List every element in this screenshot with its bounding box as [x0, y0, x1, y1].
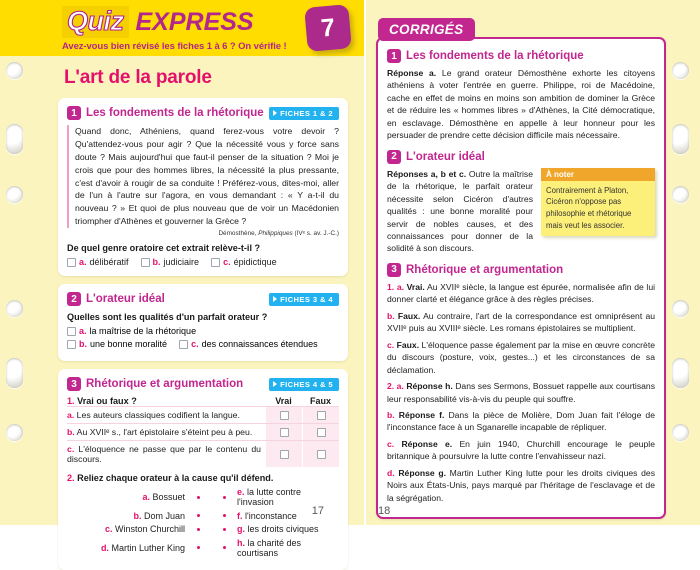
item-letter: h. [237, 537, 245, 548]
play-triangle-icon [273, 110, 277, 116]
connector-dot-left[interactable] [185, 546, 211, 549]
option-letter: c. [223, 257, 231, 267]
option-b[interactable] [67, 339, 167, 349]
quiz-express-logo [62, 6, 287, 52]
answer-item [387, 339, 655, 376]
answer-lead: Réponse g. [398, 467, 446, 478]
option-c[interactable] [211, 257, 277, 267]
item-text: Dom Juan [143, 510, 185, 521]
cell-true[interactable] [265, 424, 302, 440]
item-letter: f. [237, 510, 243, 521]
quote-text: Quand donc, Athéniens, quand ferez-vous votre devoir ? Qu'attendez-vous pour agir ? Que la nécessité vous y force sans doute ? Mais aujourd'hui que faut-il penser de la situation ? Moi je crois que pour des hommes libres, la nécessité la plus pressante, c'est d'avoir à rougir de sa conduite ! Préférez-vous, dites-moi, aller de l'un à l'autre sur l'agora, en vous demandant : « Y a-t-il du nouveau ? » Et quoi de plus nouveau que de voir un Macédonien triompher d'Athènes et gouverner la Grèce ? [67, 125, 339, 228]
matching-right-item[interactable] [237, 538, 339, 558]
answer-item [387, 281, 655, 306]
answer-body: Au contraire, l'art de la correspondance est omniprésent au XVIIᵉ puis au XVIIIᵉ siècle. Les romans épistolaires se multiplient. [387, 310, 655, 334]
matching-left-item[interactable] [67, 492, 185, 502]
checkbox[interactable] [141, 258, 150, 267]
matching-row [67, 538, 339, 558]
fiche-number-badge [304, 4, 352, 52]
answer-body: Outre la maîtrise de la rhétorique, le parfait orateur nécessite selon Cicéron d'autres qualités : une bonne moralité pour servir de nobles causes, et des connaissances pour donner de la solidité à son discours. [387, 168, 533, 254]
option-a[interactable] [67, 326, 196, 336]
connector-dot-right[interactable] [211, 528, 237, 531]
binder-hole [672, 186, 689, 203]
play-triangle-icon [273, 381, 277, 387]
answer-body: Au XVIIᵉ siècle, la langue est épurée, normalisée afin de lui donner clarté et élégance grâce à des règles précises. [387, 281, 656, 305]
card-header [67, 377, 339, 391]
option-label: judiciaire [163, 257, 200, 267]
binder-hole [6, 186, 23, 203]
answer-prefix: 1. a. [387, 281, 407, 292]
checkbox[interactable] [280, 428, 289, 437]
right-page [364, 0, 700, 525]
row-statement [67, 441, 265, 467]
option-label: délibératif [89, 257, 129, 267]
answer-item [387, 310, 655, 335]
section-number-badge: 2 [387, 150, 401, 164]
binder-hole [672, 124, 689, 154]
answer-item [387, 409, 655, 434]
fiches-tag-label: FICHES 4 & 5 [280, 379, 333, 389]
dot-icon [223, 528, 226, 531]
item-text: Bossuet [152, 492, 185, 502]
question-card-1 [58, 98, 348, 276]
fiches-tag-label: FICHES 1 & 2 [280, 108, 333, 118]
dot-icon [197, 514, 200, 517]
exercise-number: 2. [67, 473, 75, 483]
row-letter: b. [67, 427, 75, 437]
corriges-tab-label: CORRIGÉS [378, 18, 475, 41]
answer-with-note [387, 168, 655, 255]
logo-quiz-word: Quiz [62, 6, 129, 38]
row-letter: a. [67, 410, 75, 420]
cell-true[interactable] [265, 441, 302, 467]
quiz-subtitle: Avez-vous bien révisé les fiches 1 à 6 ? On vérifie ! [62, 41, 287, 52]
option-letter: b. [79, 339, 87, 349]
page-number-left: 17 [311, 505, 324, 517]
row-text: Au XVIIᵉ s., l'art épistolaire s'éteint peu à peu. [76, 427, 253, 437]
option-c[interactable] [179, 339, 318, 349]
option-b[interactable] [141, 257, 200, 267]
answer-options [67, 257, 339, 267]
item-text: Martin Luther King [111, 542, 185, 553]
matching-row [67, 487, 339, 507]
answer-lead: Vrai. [406, 281, 425, 292]
checkbox[interactable] [317, 411, 326, 420]
row-statement [67, 407, 265, 423]
binder-hole [672, 300, 689, 317]
checkbox[interactable] [67, 327, 76, 336]
answer-options [67, 326, 339, 349]
quote-source-work: Philippiques [258, 230, 293, 237]
answers-card [376, 37, 666, 519]
option-letter: a. [79, 257, 87, 267]
answer-lead: Réponses a, b et c. [387, 168, 467, 179]
option-letter: b. [152, 257, 161, 267]
table-row [67, 406, 339, 423]
column-header-false: Faux [309, 396, 331, 406]
option-letter: a. [79, 326, 87, 336]
matching-left-item[interactable] [67, 511, 185, 521]
section-number-badge: 2 [67, 292, 81, 306]
section-title: Rhétorique et argumentation [406, 263, 564, 276]
answer-lead: Réponse h. [406, 381, 453, 392]
answer-lead: Réponse e. [401, 438, 453, 449]
truefalse-table-header [67, 396, 339, 406]
option-a[interactable] [67, 257, 129, 267]
logo-express-word: EXPRESS [135, 8, 254, 36]
answer-lead: Faux. [396, 339, 420, 350]
question-label: Vrai ou faux ? [77, 396, 137, 406]
section-title: Les fondements de la rhétorique [406, 50, 584, 62]
answer-prefix: b. [387, 310, 398, 321]
matching-row [67, 524, 339, 534]
answer-prefix: b. [387, 409, 399, 420]
fiches-reference-tag [269, 378, 339, 391]
cell-false[interactable] [302, 407, 339, 423]
section-title: L'orateur idéal [86, 293, 165, 305]
quiz-header-banner [0, 0, 364, 56]
matching-left-item[interactable] [67, 524, 185, 534]
page-number-right: 18 [378, 505, 391, 517]
connector-dot-left[interactable] [185, 528, 211, 531]
matching-left-item[interactable] [67, 543, 185, 553]
answer-item [387, 438, 655, 463]
checkbox[interactable] [280, 450, 289, 459]
row-text: L'éloquence ne passe que par le contenu du discours. [67, 444, 262, 464]
binder-hole [6, 62, 23, 79]
row-letter: c. [67, 444, 75, 454]
fiches-reference-tag [269, 293, 339, 306]
connector-dot-right[interactable] [211, 514, 237, 517]
exercise-label: Reliez chaque orateur à la cause qu'il défend. [77, 473, 274, 483]
matching-right-item[interactable] [237, 487, 339, 507]
binder-hole [6, 124, 23, 154]
item-text: les droits civiques [247, 524, 319, 534]
answer-body: Dans la pièce de Molière, Dom Juan fait l'éloge de l'inconstance face à un Sganarelle incapable de répliquer. [387, 409, 655, 433]
binder-hole [6, 300, 23, 317]
item-letter: c. [104, 524, 113, 534]
answer-prefix: 2. a. [387, 381, 407, 392]
item-text: Winston Churchill [114, 524, 185, 534]
quote-source [67, 230, 339, 237]
page-gutter-divider [364, 0, 366, 525]
checkbox[interactable] [179, 340, 188, 349]
answer-body: Martin Luther King lutte pour les droits civiques des Noirs aux États-Unis, pays marqué par l'héritage de l'esclavage et de la ségrégation. [387, 467, 655, 503]
answer-lead: Faux. [397, 310, 421, 321]
item-letter: b. [133, 510, 142, 521]
binder-hole [672, 358, 689, 388]
answer-section-header-3 [387, 263, 655, 277]
dot-icon [197, 528, 200, 531]
play-triangle-icon [273, 296, 277, 302]
connector-dot-left[interactable] [185, 514, 211, 517]
binder-hole [672, 424, 689, 441]
quote-source-date: (IVᵉ s. av. J.-C.) [292, 230, 339, 237]
answer-item [387, 467, 655, 504]
checkbox[interactable] [317, 428, 326, 437]
checkbox[interactable] [67, 340, 76, 349]
binder-hole [6, 358, 23, 388]
card-header [67, 106, 339, 120]
connector-dot-left[interactable] [185, 496, 211, 499]
connector-dot-right[interactable] [211, 496, 237, 499]
section-title: Rhétorique et argumentation [86, 378, 244, 390]
section-number-badge: 3 [387, 263, 401, 277]
dot-icon [197, 496, 200, 499]
checkbox[interactable] [211, 258, 220, 267]
checkbox[interactable] [67, 258, 76, 267]
checkbox[interactable] [280, 411, 289, 420]
option-letter: c. [191, 339, 199, 349]
answer-body: En juin 1940, Churchill encourage le peuple britannique à poursuivre la lutte contre l'envahisseur nazi. [387, 438, 655, 462]
answer-prefix: c. [387, 339, 397, 350]
column-header-true: Vrai [275, 396, 292, 406]
checkbox[interactable] [317, 450, 326, 459]
fiches-reference-tag [269, 107, 339, 120]
option-label: épidictique [233, 257, 277, 267]
fiche-number: 7 [319, 12, 337, 43]
a-noter-callout [541, 168, 655, 237]
answer-prefix: c. [387, 438, 402, 449]
answer-section-header-2 [387, 150, 655, 164]
question-card-2 [58, 284, 348, 361]
item-text: l'inconstance [245, 510, 297, 521]
question-prompt: Quelles sont les qualités d'un parfait orateur ? [67, 312, 268, 322]
option-label: la maîtrise de la rhétorique [89, 326, 197, 336]
quote-source-author: Démosthène, [218, 230, 259, 237]
answer-prefix: d. [387, 467, 399, 478]
answer-body: Dans ses Sermons, Bossuet rappelle aux courtisans leur responsabilité vis-à-vis du peuple qui souffre. [387, 381, 655, 404]
row-text: Les auteurs classiques codifient la langue. [76, 410, 240, 420]
chapter-title: L'art de la parole [64, 67, 212, 88]
matching-row [67, 511, 339, 521]
matching-exercise-title [67, 473, 339, 483]
note-heading: À noter [541, 168, 655, 181]
question-number: 1. [67, 396, 75, 406]
section-number-badge: 1 [387, 49, 401, 63]
dot-icon [223, 496, 226, 499]
section-title: Les fondements de la rhétorique [86, 107, 264, 119]
cell-false[interactable] [302, 424, 339, 440]
answer-body: L'éloquence passe également par la mise en œuvre concrète du discours (posture, voix, gestes...) et les circonstances de sa déclamation. [387, 339, 655, 375]
answer-body: Le grand orateur Démosthène exhorte les citoyens athéniens à voter l'entrée en guerre. Philippe, roi de Macédoine, cache en effet de moins en moins son ambition de dominer la Grèce et de réduire les « hommes libres » d'Athènes, la Cité démocratique, en esclavage. Démosthène en appelle à leur honneur pour les persuader de prendre cette décision difficile mais nécessaire. [387, 68, 655, 141]
item-text: la charité des courtisans [237, 537, 302, 558]
fiches-tag-label: FICHES 3 & 4 [280, 294, 333, 304]
answer-paragraph [387, 67, 655, 142]
table-row [67, 440, 339, 467]
option-label: des connaissances étendues [201, 339, 318, 349]
answer-section-header-1 [387, 49, 655, 63]
item-letter: a. [142, 492, 150, 502]
cell-false[interactable] [302, 441, 339, 467]
dot-icon [197, 546, 200, 549]
connector-dot-right[interactable] [211, 546, 237, 549]
dot-icon [223, 514, 226, 517]
section-number-badge: 1 [67, 106, 81, 120]
binder-holes-left [4, 0, 30, 525]
binder-hole [672, 62, 689, 79]
section-title: L'orateur idéal [406, 150, 485, 163]
card-header [67, 292, 339, 306]
cell-true[interactable] [265, 407, 302, 423]
item-letter: e. [237, 487, 245, 497]
item-text: la lutte contre l'invasion [237, 487, 302, 507]
question-prompt: De quel genre oratoire cet extrait relève-t-il ? [67, 243, 261, 253]
truefalse-question [67, 396, 265, 406]
binder-hole [6, 424, 23, 441]
dot-icon [223, 546, 226, 549]
section-number-badge: 3 [67, 377, 81, 391]
answer-item [387, 380, 655, 405]
left-page-body [0, 67, 364, 570]
answer-lead: Réponse a. [387, 68, 437, 78]
item-letter: g. [237, 524, 245, 534]
table-row [67, 423, 339, 440]
binder-holes-right [670, 0, 696, 525]
option-label: une bonne moralité [90, 339, 168, 349]
note-text: Contrairement à Platon, Cicéron n'oppose pas philosophie et rhétorique mais veut les associer. [546, 185, 632, 230]
row-statement [67, 424, 265, 440]
answer-lead: Réponse f. [398, 409, 445, 420]
question-card-3 [58, 369, 348, 570]
right-page-body [364, 0, 700, 519]
item-letter: d. [100, 542, 109, 553]
matching-right-item[interactable] [237, 524, 339, 534]
